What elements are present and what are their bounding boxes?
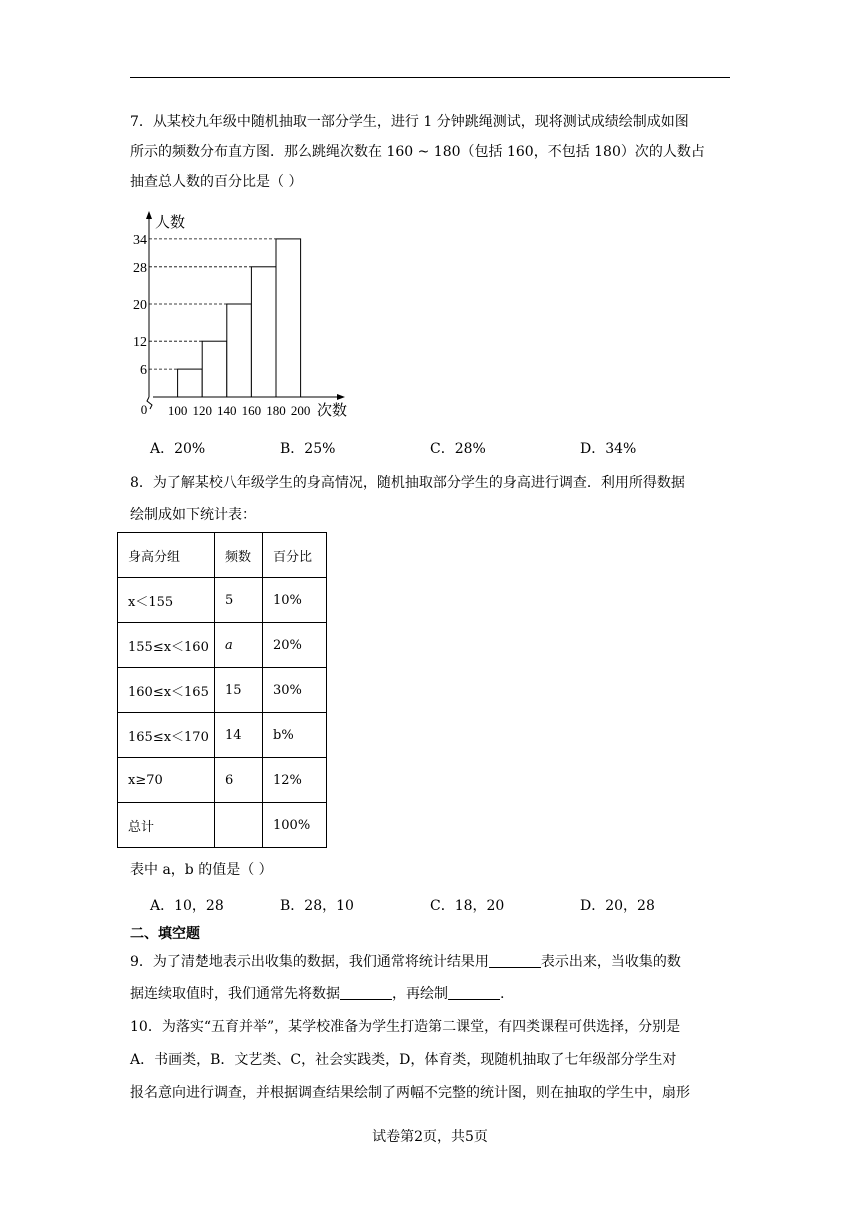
- q8-option-a: A．10，28: [150, 898, 224, 914]
- answer-blank-2[interactable]: [340, 985, 392, 1000]
- q9-text-5: .: [500, 986, 505, 1002]
- q7-option-b: B．25%: [280, 441, 336, 457]
- table-row: [118, 623, 327, 668]
- q8-after-table: 表中 a，b 的值是（ ）: [130, 862, 273, 878]
- axis-break: [147, 397, 152, 409]
- table-cell: 100%: [263, 803, 327, 848]
- q7-line-3: 抽查总人数的百分比是（ ）: [130, 174, 303, 190]
- q8-option-c: C．18，20: [430, 898, 505, 914]
- y-tick-label: 34: [133, 232, 147, 248]
- table-cell: 30%: [263, 668, 327, 713]
- answer-blank-1[interactable]: [489, 953, 541, 968]
- q10-line-3: 报名意向进行调查，并根据调查结果绘制了两幅不完整的统计图，则在抽取的学生中，扇形: [130, 1085, 690, 1101]
- q8-line-1: 8．为了解某校八年级学生的身高情况，随机抽取部分学生的身高进行调查．利用所得数据: [130, 475, 685, 491]
- page-footer: 试卷第2页，共5页: [372, 1129, 488, 1145]
- table-cell: [215, 803, 263, 848]
- table-cell: 6: [215, 758, 263, 803]
- histogram-bar: [251, 267, 276, 397]
- table-cell: 5: [215, 578, 263, 623]
- x-tick-label: 120: [192, 403, 212, 418]
- table-cell: 165≤x＜170: [118, 713, 215, 758]
- x-tick-label: 100: [167, 403, 188, 418]
- table-row: [118, 578, 327, 623]
- table-cell: 20%: [263, 623, 327, 668]
- table-cell: b%: [263, 713, 327, 758]
- table-cell: 160≤x＜165: [118, 668, 215, 713]
- q9-text-1: 9．为了清楚地表示出收集的数据，我们通常将统计结果用: [130, 954, 489, 970]
- q8-option-d: D．20，28: [580, 898, 655, 914]
- y-tick-label: 28: [133, 260, 147, 276]
- x-axis-label: 次数: [317, 403, 348, 419]
- q8-option-b: B．28，10: [280, 898, 354, 914]
- height-stat-table: [117, 532, 327, 848]
- q10-line-2: A．书画类，B．文艺类、C，社会实践类，D，体育类，现随机抽取了七年级部分学生对: [130, 1052, 677, 1068]
- origin-label: 0: [140, 402, 148, 417]
- table-cell: 15: [215, 668, 263, 713]
- histogram-bar: [202, 341, 227, 397]
- q7-option-d: D．34%: [580, 441, 637, 457]
- q8-options: [150, 895, 750, 915]
- histogram-bar: [227, 304, 252, 397]
- table-cell: x＜155: [118, 578, 215, 623]
- header-rule: [130, 77, 730, 78]
- answer-blank-3[interactable]: [448, 985, 500, 1000]
- histogram-bar: [178, 369, 203, 397]
- y-axis-label: 人数: [155, 215, 186, 231]
- table-cell: a: [215, 623, 263, 668]
- y-tick-label: 12: [133, 335, 147, 351]
- q9-text-2: 表示出来，当收集的数: [540, 954, 681, 970]
- table-cell: 14: [215, 713, 263, 758]
- section-title: 二、填空题: [130, 926, 200, 942]
- y-axis-arrow: [146, 211, 152, 219]
- table-row: [118, 668, 327, 713]
- q9-text-3: 据连续取值时，我们通常先将数据: [130, 986, 340, 1002]
- table-header: 百分比: [263, 533, 327, 578]
- y-tick-label: 20: [133, 298, 147, 313]
- table-row: [118, 803, 327, 848]
- table-header: 身高分组: [118, 533, 215, 578]
- histogram-chart: [127, 207, 367, 419]
- table-cell: 155≤x＜160: [118, 623, 215, 668]
- q7-line-2: 所示的频数分布直方图．那么跳绳次数在 160 ~ 180（包括 160，不包括 180）次的人数占: [130, 144, 705, 160]
- table-cell: 12%: [263, 758, 327, 803]
- x-tick-label: 160: [241, 403, 262, 418]
- q9-line-2: [130, 984, 504, 1004]
- table-cell: 总计: [118, 803, 215, 848]
- x-axis-arrow: [337, 394, 345, 400]
- q7-option-c: C．28%: [430, 441, 486, 457]
- q7-line-1: 7．从某校九年级中随机抽取一部分学生，进行 1 分钟跳绳测试，现将测试成绩绘制成如图: [130, 114, 689, 130]
- q8-line-2: 绘制成如下统计表：: [130, 507, 256, 523]
- table-row: [118, 758, 327, 803]
- q9-text-4: ，再绘制: [392, 986, 448, 1002]
- q10-line-1: 10．为落实“五育并举”，某学校准备为学生打造第二课堂，有四类课程可供选择，分别是: [130, 1019, 681, 1035]
- q9-line-1: [130, 952, 681, 972]
- table-header: 频数: [215, 533, 263, 578]
- q7-options: [150, 438, 750, 458]
- histogram-bar: [276, 239, 301, 397]
- y-tick-label: 6: [140, 363, 147, 379]
- table-cell: 10%: [263, 578, 327, 623]
- table-row: [118, 713, 327, 758]
- q7-option-a: A．20%: [150, 441, 206, 457]
- x-tick-label: 180: [266, 403, 286, 418]
- x-tick-label: 200: [290, 403, 311, 418]
- table-cell: x≥70: [118, 758, 215, 803]
- x-tick-label: 140: [217, 403, 237, 418]
- table-header-row: [118, 533, 327, 578]
